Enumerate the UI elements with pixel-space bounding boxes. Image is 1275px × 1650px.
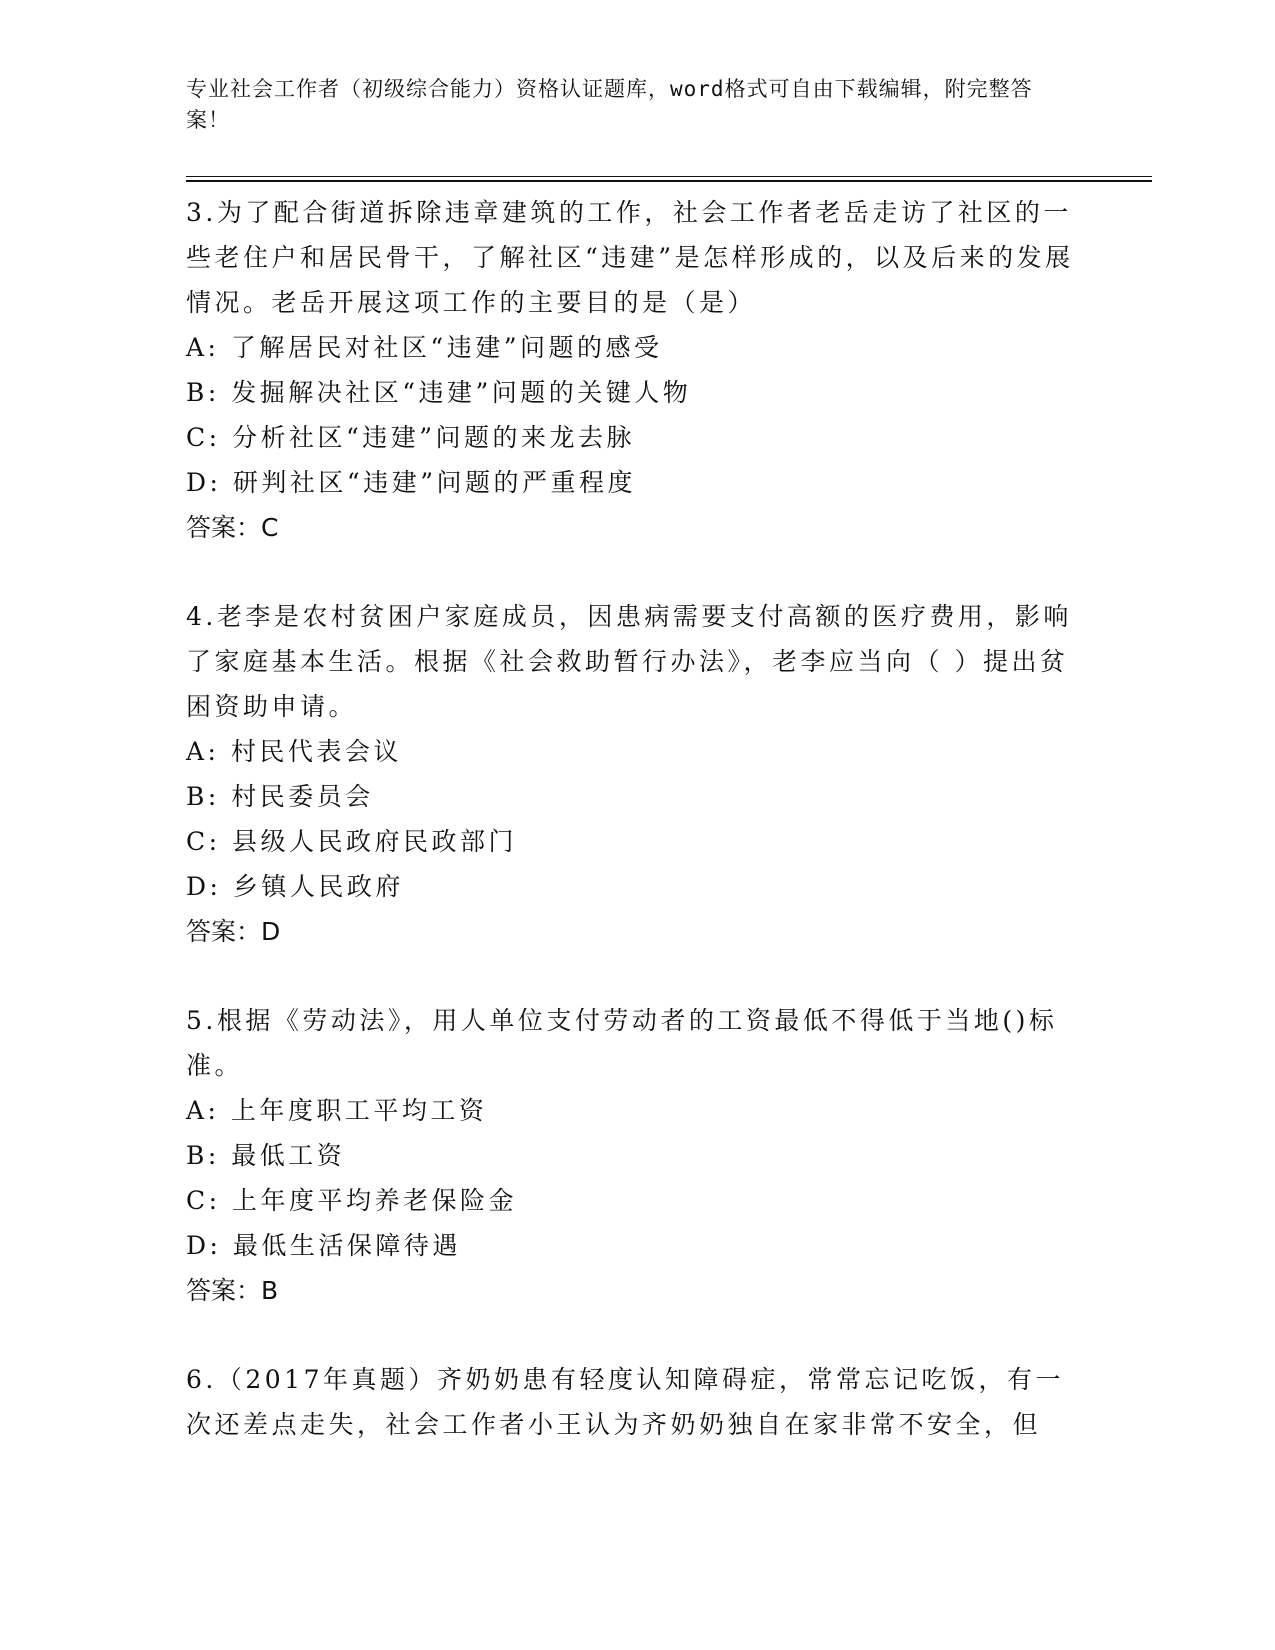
option-b: B: 最低工资 — [186, 1141, 346, 1170]
question-3 — [186, 190, 1086, 550]
option-c: C: 分析社区“违建”问题的来龙去脉 — [186, 423, 636, 452]
question-list — [186, 190, 1086, 1491]
answer-label: 答案：C — [186, 513, 279, 542]
question-5 — [186, 998, 1086, 1313]
question-4 — [186, 594, 1086, 954]
option-b: B: 村民委员会 — [186, 782, 374, 811]
question-stem: 6.（2017年真题）齐奶奶患有轻度认知障碍症，常常忘记吃饭，有一次还差点走失，社会工作者小王认为齐奶奶独自在家非常不安全，但 — [186, 1365, 1064, 1439]
question-stem: 5.根据《劳动法》，用人单位支付劳动者的工资最低不得低于当地()标准。 — [186, 1006, 1058, 1080]
option-b: B: 发掘解决社区“违建”问题的关键人物 — [186, 378, 692, 407]
option-d: D: 研判社区“违建”问题的严重程度 — [186, 468, 636, 497]
document-header: 专业社会工作者（初级综合能力）资格认证题库，word格式可自由下载编辑，附完整答案！ — [186, 77, 1033, 132]
question-stem: 4.老李是农村贫困户家庭成员，因患病需要支付高额的医疗费用，影响了家庭基本生活。根据《社会救助暂行办法》，老李应当向（ ）提出贫困资助申请。 — [186, 602, 1072, 721]
option-c: C: 上年度平均养老保险金 — [186, 1186, 517, 1215]
option-d: D: 最低生活保障待遇 — [186, 1231, 461, 1260]
option-a: A: 了解居民对社区“违建”问题的感受 — [186, 333, 663, 362]
option-a: A: 村民代表会议 — [186, 737, 402, 766]
option-a: A: 上年度职工平均工资 — [186, 1096, 488, 1125]
question-6 — [186, 1357, 1086, 1447]
header-rule-thin — [186, 176, 1152, 177]
answer-label: 答案：D — [186, 917, 281, 946]
option-d: D: 乡镇人民政府 — [186, 872, 404, 901]
header-rule-thick — [186, 180, 1152, 182]
question-stem: 3.为了配合街道拆除违章建筑的工作，社会工作者老岳走访了社区的一些老住户和居民骨干，了解社区“违建”是怎样形成的，以及后来的发展情况。老岳开展这项工作的主要目的是（是） — [186, 198, 1074, 317]
answer-label: 答案：B — [186, 1276, 279, 1305]
option-c: C: 县级人民政府民政部门 — [186, 827, 517, 856]
